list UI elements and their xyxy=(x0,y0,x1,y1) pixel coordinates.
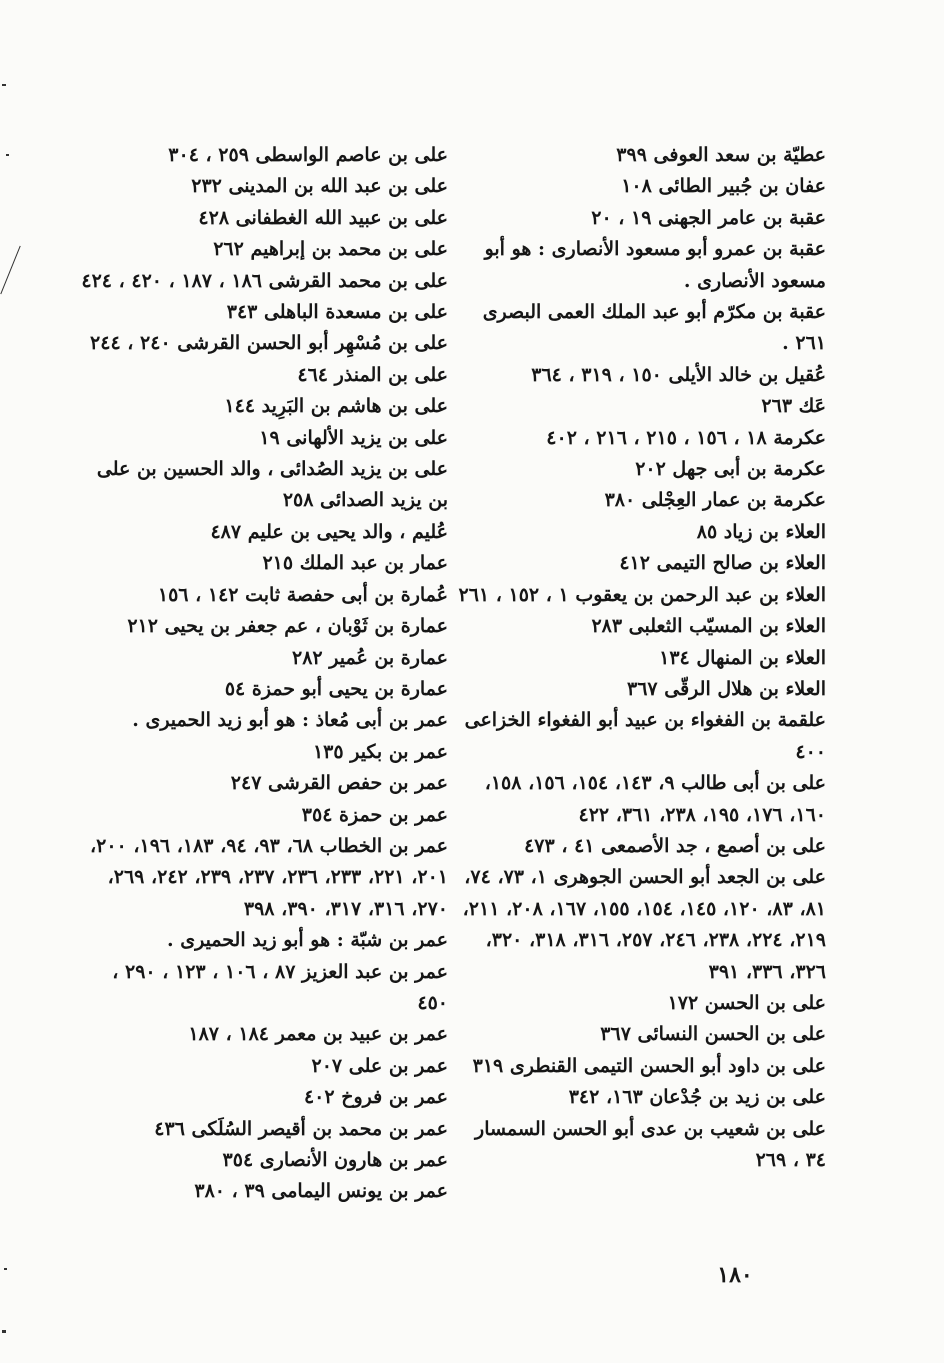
index-entry: عقبة بن مكرّم أبو عبد الملك العمى البصرى ٢٦١ . xyxy=(482,301,826,355)
index-entry: العلاء بن زياد ٨٥ xyxy=(696,520,826,543)
index-entry: عقبة بن عمرو أبو مسعود الأنصارى : هو أبو مسعود الأنصارى . xyxy=(484,238,826,292)
margin-mark xyxy=(6,154,9,156)
index-entry: عمارة بن عُمير ٢٨٢ xyxy=(292,646,448,669)
index-entry: عمارة بن ثَوْبان ، عم جعفر بن يحيى ٢١٢ xyxy=(127,615,448,638)
margin-mark xyxy=(4,1268,7,1270)
right-column xyxy=(456,140,826,1176)
index-entry: علقمة بن الفغواء بن عبيد أبو الفغواء الخزاعى ٤٠٠ xyxy=(464,709,826,763)
index-entry: عمارة بن يحيى أبو حمزة ٥٤ xyxy=(224,677,448,700)
index-entry: العلاء بن المسيّب الثعلبى ٢٨٣ xyxy=(591,615,826,638)
index-entry: على بن محمد بن إبراهيم ٢٦٢ xyxy=(213,238,448,261)
index-entry: عمر بن حفص القرشى ٢٤٧ xyxy=(230,772,448,795)
index-entry: عمر بن أبى مُعاذ : هو أبو زيد الحميرى . xyxy=(132,709,448,732)
margin-mark xyxy=(2,84,6,86)
index-entry: عمر بن فروخ ٤٠٢ xyxy=(303,1086,448,1109)
margin-mark xyxy=(2,1330,6,1333)
index-entry: عُمارة بن أبى حفصة ثابت ١٤٢ ، ١٥٦ xyxy=(157,583,448,606)
index-entry: عَك ٢٦٣ xyxy=(761,395,826,418)
index-entry: على بن أبى طالب ٩، ١٤٣، ١٥٤، ١٥٦، ١٥٨، ١٦٠، ١٧٦، ١٩٥، ٢٣٨، ٣٦١، ٤٢٢ xyxy=(484,772,826,826)
index-entry: على بن مسعدة الباهلى ٣٤٣ xyxy=(226,301,448,324)
index-entry: على بن يزيد الصُدائى ، والد الحسين بن على بن يزيد الصدائى ٢٥٨ xyxy=(96,458,448,512)
index-entry: عفان بن جُبير الطائى ١٠٨ xyxy=(621,175,826,198)
index-entry: عمر بن هارون الأنصارى ٣٥٤ xyxy=(222,1149,448,1171)
index-entry: على بن الجعد أبو الحسن الجوهرى ١، ٧٣، ٧٤، ٨١، ٨٣، ١٢٠، ١٤٥، ١٥٤، ١٥٥، ١٦٧، ٢٠٨، ٢١١، ٢١٩، ٢٢٤، ٢٣٨، ٢٤٦، ٢٥٧، ٣١٦، ٣١٨، ٣٢٠، ٣٢٦، ٣٣٦، ٣٩١ xyxy=(462,866,826,983)
index-entry: على بن مُسْهِر أبو الحسن القرشى ٢٤٠ ، ٢٤٤ xyxy=(90,332,448,355)
margin-line-mark xyxy=(0,246,20,295)
index-entry: على بن محمد القرشى ١٨٦ ، ١٨٧ ، ٤٢٠ ، ٤٢٤ xyxy=(81,269,448,292)
index-entry: العلاء بن صالح التيمى ٤١٢ xyxy=(619,552,826,575)
index-entry: على بن يزيد الألهانى ١٩ xyxy=(259,426,448,449)
index-entry: عطيّة بن سعد العوفى ٣٩٩ xyxy=(616,144,826,166)
index-entry: عمر بن شبّة : هو أبو زيد الحميرى . xyxy=(166,929,448,952)
index-entry: على بن هاشم بن البَرِيد ١٤٤ xyxy=(224,395,448,418)
index-entry: على بن شعيب بن عدى أبو الحسن السمسار ٣٤ ، ٢٦٩ xyxy=(475,1117,826,1171)
index-entry: على بن أصمع ، جد الأصمعى ٤١ ، ٤٧٣ xyxy=(524,834,826,857)
index-entry: على بن عبيد الله الغطفانى ٤٢٨ xyxy=(198,206,448,229)
index-entry: عكرمة بن عمار العِجْلى ٣٨٠ xyxy=(604,489,826,512)
index-entry: عمر بن محمد بن أقيصر السُلَكى ٤٣٦ xyxy=(154,1117,448,1140)
index-entry: عمر بن على ٢٠٧ xyxy=(311,1054,448,1077)
index-entry: على بن الحسن النسائى ٣٦٧ xyxy=(600,1023,826,1046)
index-entry: على بن الحسن ١٧٢ xyxy=(667,991,826,1014)
index-entry: العلاء بن المنهال ١٣٤ xyxy=(659,646,826,669)
index-entry: عكرمة ١٨ ، ١٥٦ ، ٢١٥ ، ٢١٦ ، ٤٠٢ xyxy=(546,426,826,449)
index-entry: عقبة بن عامر الجهنى ١٩ ، ٢٠ xyxy=(591,206,826,229)
index-entry: عكرمة بن أبى جهل ٢٠٢ xyxy=(635,458,826,481)
index-entry: عمر بن عبيد بن معمر ١٨٤ ، ١٨٧ xyxy=(188,1023,448,1046)
left-column xyxy=(78,140,448,1208)
page-number: ١٨٠ xyxy=(717,1262,753,1288)
index-entry: على بن عبد الله بن المدينى ٢٣٢ xyxy=(191,175,448,198)
index-entry: العلاء بن عبد الرحمن بن يعقوب ١ ، ١٥٢ ، ٢٦١ xyxy=(458,583,826,606)
index-entry: عمر بن بكير ١٣٥ xyxy=(312,740,448,763)
index-entry: عُقيل بن خالد الأيلى ١٥٠ ، ٣١٩ ، ٣٦٤ xyxy=(531,363,826,386)
index-entry: عمر بن حمزة ٣٥٤ xyxy=(301,803,448,826)
index-entry: عمر بن عبد العزيز ٨٧ ، ١٠٦ ، ١٢٣ ، ٢٩٠ ، ٤٥٠ xyxy=(112,960,448,1014)
index-entry: على بن المنذر ٤٦٤ xyxy=(297,363,448,386)
index-entry: على بن زيد بن جُدْعان ١٦٣، ٣٤٢ xyxy=(568,1086,826,1109)
index-entry: عُليم ، والد يحيى بن عليم ٤٨٧ xyxy=(210,520,448,543)
index-entry: عمر بن الخطاب ٦٨، ٩٣، ٩٤، ١٨٣، ١٩٦، ٢٠٠، ٢٠١، ٢٢١، ٢٣٣، ٢٣٦، ٢٣٧، ٢٣٩، ٢٤٢، ٢٦٩، ٢٧٠، ٣١٦، ٣١٧، ٣٩٠، ٣٩٨ xyxy=(89,834,448,920)
index-entry: على بن عاصم الواسطى ٢٥٩ ، ٣٠٤ xyxy=(168,144,448,166)
index-entry: عمار بن عبد الملك ٢١٥ xyxy=(262,552,448,575)
index-entry: على بن داود أبو الحسن التيمى القنطرى ٣١٩ xyxy=(472,1054,826,1077)
index-entry: عمر بن يونس اليمامى ٣٩ ، ٣٨٠ xyxy=(194,1180,448,1203)
index-entry: العلاء بن هلال الرقّى ٣٦٧ xyxy=(627,677,826,700)
